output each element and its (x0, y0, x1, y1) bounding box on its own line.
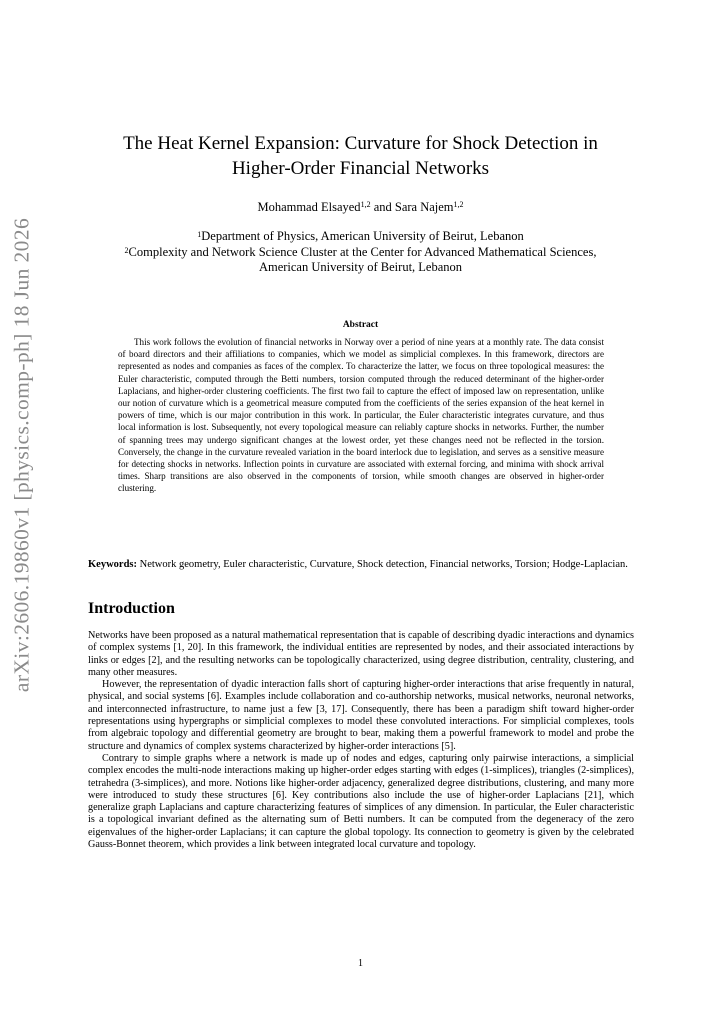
affiliation-list (80, 229, 641, 276)
affiliation-marker: 2 (124, 245, 129, 255)
affiliation-2 (80, 245, 641, 261)
paper-title (80, 131, 641, 181)
introduction-body (88, 630, 634, 851)
affiliation-text: Complexity and Network Science Cluster at the Center for Advanced Mathematical Sciences, (128, 244, 597, 259)
author-affiliation-marker: 1,2 (360, 200, 371, 209)
affiliation-marker: 1 (197, 230, 202, 239)
paper-title-line-1: The Heat Kernel Expansion: Curvature for Shock Detection in (123, 133, 598, 154)
abstract-body: This work follows the evolution of financial networks in Norway over a period of nine years at a monthly rate. The data consist of board directors and their affiliations to companies, which we model as simplicial complexes. In this framework, directors are represented as nodes and companies as faces of the complex. To characterize the latter, we focus on three topological measures: the Euler characteristic, computed through the Betti numbers, torsion computed through the reduced determinant of the higher-order Laplacians, and higher-order clustering coefficients. The first two fail to capture the effect of imposed law on representation, unlike our notion of curvature which is a geometrical measure computed from the coefficients of the series expansion of the heat kernel in powers of time, which is our major contribution in this work. In particular, the Euler characteristic integrates curvature, and thus local information is lost. Subsequently, not every topological measure can reliably capture shocks in networks. Further, the number of spanning trees may undergo significant changes at the lowest order, yet these changes need not be reflected in the torsion. Conversely, the change in the curvature revealed variation in the board interlock due to legislation, and serves as a sensitive measure for detecting shocks in networks. Inflection points in curvature are associated with external forcing, and minima with shock arrival times. Sharp transitions are also observed in the components of torsion, while smooth changes are observed in higher-order clustering. (118, 337, 604, 494)
section-heading-introduction: Introduction (88, 600, 175, 617)
keywords (88, 558, 634, 571)
keywords-list: Network geometry, Euler characteristic, Curvature, Shock detection, Financial networks, Torsion; Hodge-Laplacian. (137, 559, 628, 570)
keywords-label: Keywords: (88, 559, 137, 570)
paper-title-line-2: Higher-Order Financial Networks (231, 158, 490, 179)
author-name: Mohammad Elsayed (257, 200, 361, 214)
body-paragraph: However, the representation of dyadic interaction falls short of capturing higher-order interactions that arise frequently in natural, physical, and social systems [6]. Examples include collaboration and co-authorship networks, musical networks, neuronal networks, and interconnected infrastructure, to name just a few [3, 17]. Consequently, there has been a paradigm shift toward higher-order representations using hypergraphs or simplicial complexes to model these convoluted interactions. For simplicial complexes, tools from algebraic topology and differential geometry are brought to bear, making them a powerful framework to model and probe the structure and dynamics of complex systems characterized by higher-order interactions [5]. (88, 679, 634, 752)
arxiv-identifier-text: arXiv:2606.19860v1 [physics.comp-ph] 18 Jun 2026 (9, 217, 34, 693)
body-paragraph: Contrary to simple graphs where a network is made up of nodes and edges, capturing only pairwise interactions, a simplicial complex encodes the multi-node interactions making up higher-order edges starting with edges (1-simplices), triangles (2-simplices), tetrahedra (3-simplices), and more. Notions like higher-order adjacency, generalized degree distributions, clustering, and many more were introduced to study these structures [6]. Key contributions also include the use of higher-order Laplacians [21], which generalize graph Laplacians and capture characterizing features of simplices of any dimension. In particular, the Euler characteristic is a topological invariant defined as the alternating sum of Betti numbers. It can be computed from the degeneracy of the zero eigenvalues of the higher-order Laplacians; it can capture the global topology. Its connection to geometry is given by the celebrated Gauss-Bonnet theorem, which provides a link between integrated local curvature and topology. (88, 752, 634, 851)
author-conjunction: and (370, 200, 395, 214)
affiliation-text: Department of Physics, American University of Beirut, Lebanon (201, 229, 524, 243)
author-affiliation-marker: 1,2 (453, 200, 464, 209)
affiliation-2-continued: American University of Beirut, Lebanon (258, 260, 463, 274)
affiliation-1 (80, 229, 641, 245)
abstract-heading: Abstract (342, 320, 379, 330)
author-list (80, 199, 641, 215)
page-number: 1 (358, 958, 363, 969)
author-name: Sara Najem (394, 200, 454, 214)
body-paragraph: Networks have been proposed as a natural mathematical representation that is capable of describing dyadic interactions and dynamics of complex systems [1, 20]. In this framework, the individual entities are represented by nodes, and their associated interactions by links or edges [2], and the resulting networks can be topologically characterized, using degree distribution, centrality, clustering, and many other measures. (88, 630, 634, 678)
